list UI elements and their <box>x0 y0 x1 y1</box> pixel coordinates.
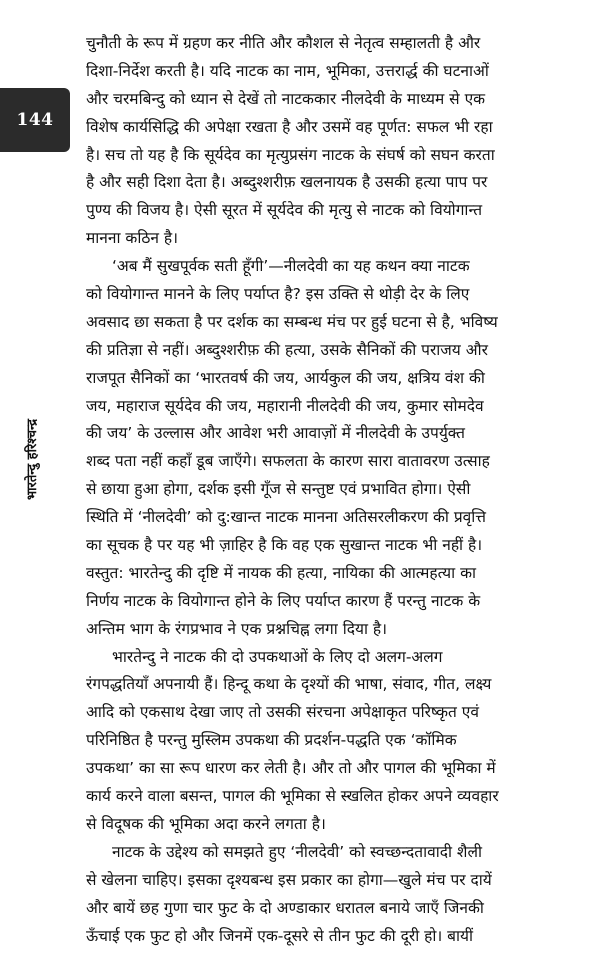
text-line: परिनिष्ठित है परन्तु मुस्लिम उपकथा की प्रदर्शन-पद्धति एक ‘कॉमिक <box>86 731 457 750</box>
text-line: पुण्य की विजय है। ऐसी सूरत में सूर्यदेव की मृत्यु से नाटक को वियोगान्त <box>86 201 483 220</box>
text-line: आदि को एकसाथ देखा जाए तो उसकी संरचना अपेक्षाकृत परिष्कृत एवं <box>86 703 479 722</box>
text-line: ऊँचाई एक फुट हो और जिनमें एक-दूसरे से तीन फुट की दूरी हो। बायीं <box>86 926 474 945</box>
text-line: चुनौती के रूप में ग्रहण कर नीति और कौशल से नेतृत्व सम्हालती है और <box>86 34 481 52</box>
page-number-tab <box>0 88 70 152</box>
text-line: अवसाद छा सकता है पर दर्शक का सम्बन्ध मंच पर हुई घटना से है, भविष्य <box>86 312 498 331</box>
text-line: से विदूषक की भूमिका अदा करने लगता है। <box>86 814 326 833</box>
text-line: वस्तुत: भारतेन्दु की दृष्टि में नायक की हत्या, नायिका की आत्महत्या का <box>86 563 476 582</box>
text-line: है और सही दिशा देता है। अब्दुश्शरीफ़ खलनायक है उसकी हत्या पाप पर <box>86 173 488 192</box>
text-line: ‘अब मैं सुखपूर्वक सती हूँगी’—नीलदेवी का यह कथन क्या नाटक <box>112 257 470 276</box>
text-line: को वियोगान्त मानने के लिए पर्याप्त है? इस उक्ति से थोड़ी देर के लिए <box>86 285 470 304</box>
text-line: अन्तिम भाग के रंगप्रभाव ने एक प्रश्नचिह्न लगा दिया है। <box>86 619 387 638</box>
text-line: शब्द पता नहीं कहाँ डूब जाएँगे। सफलता के कारण सारा वातावरण उत्साह <box>86 452 490 471</box>
running-head: भारतेन्दु हरिश्चन्द्र <box>25 419 40 500</box>
text-line: दिशा-निर्देश करती है। यदि नाटक का नाम, भूमिका, उत्तरार्द्ध की घटनाओं <box>86 61 489 80</box>
text-line: कार्य करने वाला बसन्त, पागल की भूमिका से स्खलित होकर अपने व्यवहार <box>86 787 499 806</box>
text-line: भारतेन्दु ने नाटक की दो उपकथाओं के लिए दो अलग-अलग <box>112 647 443 666</box>
text-line: की जय’ के उल्लास और आवेश भरी आवाज़ों में नीलदेवी के उपर्युक्त <box>86 424 465 443</box>
text-line: और बायें छह गुणा चार फुट के दो अण्डाकार धरातल बनाये जाएँ जिनकी <box>86 898 484 917</box>
text-line: स्थिति में ‘नीलदेवी’ को दु:खान्त नाटक मानना अतिसरलीकरण की प्रवृत्ति <box>86 508 487 527</box>
text-line: जय, महाराज सूर्यदेव की जय, महारानी नीलदेवी की जय, कुमार सोमदेव <box>86 396 484 415</box>
body-text <box>86 30 586 950</box>
page-number: 144 <box>16 110 54 130</box>
text-line: और चरमबिन्दु को ध्यान से देखें तो नाटककार नीलदेवी के माध्यम से एक <box>86 89 486 108</box>
text-line: मानना कठिन है। <box>86 229 178 248</box>
text-line: का सूचक है पर यह भी ज़ाहिर है कि वह एक सुखान्त नाटक भी नहीं है। <box>86 536 483 555</box>
text-line: विशेष कार्यसिद्धि की अपेक्षा रखता है और उसमें वह पूर्णत: सफल भी रहा <box>86 117 493 136</box>
text-line: राजपूत सैनिकों का ‘भारतवर्ष की जय, आर्यकुल की जय, क्षत्रिय वंश की <box>86 368 485 387</box>
text-line: से खेलना चाहिए। इसका दृश्यबन्ध इस प्रकार का होगा—खुले मंच पर दायें <box>86 870 492 889</box>
text-line: रंगपद्धतियाँ अपनायी हैं। हिन्दू कथा के दृश्यों की भाषा, संवाद, गीत, लक्ष्य <box>86 675 492 694</box>
text-line: है। सच तो यह है कि सूर्यदेव का मृत्युप्रसंग नाटक के संघर्ष को सघन करता <box>86 145 495 164</box>
text-line: निर्णय नाटक के वियोगान्त होने के लिए पर्याप्त कारण हैं परन्तु नाटक के <box>86 591 481 610</box>
text-line: उपकथा’ का सा रूप धारण कर लेती है। और तो और पागल की भूमिका में <box>86 759 496 778</box>
text-line: नाटक के उद्देश्य को समझते हुए ‘नीलदेवी’ को स्वच्छन्दतावादी शैली <box>112 842 482 861</box>
text-line: से छाया हुआ होगा, दर्शक इसी गूँज से सन्तुष्ट एवं प्रभावित होगा। ऐसी <box>86 480 471 499</box>
text-line: की प्रतिज्ञा से नहीं। अब्दुश्शरीफ़ की हत्या, उसके सैनिकों की पराजय और <box>86 340 488 359</box>
